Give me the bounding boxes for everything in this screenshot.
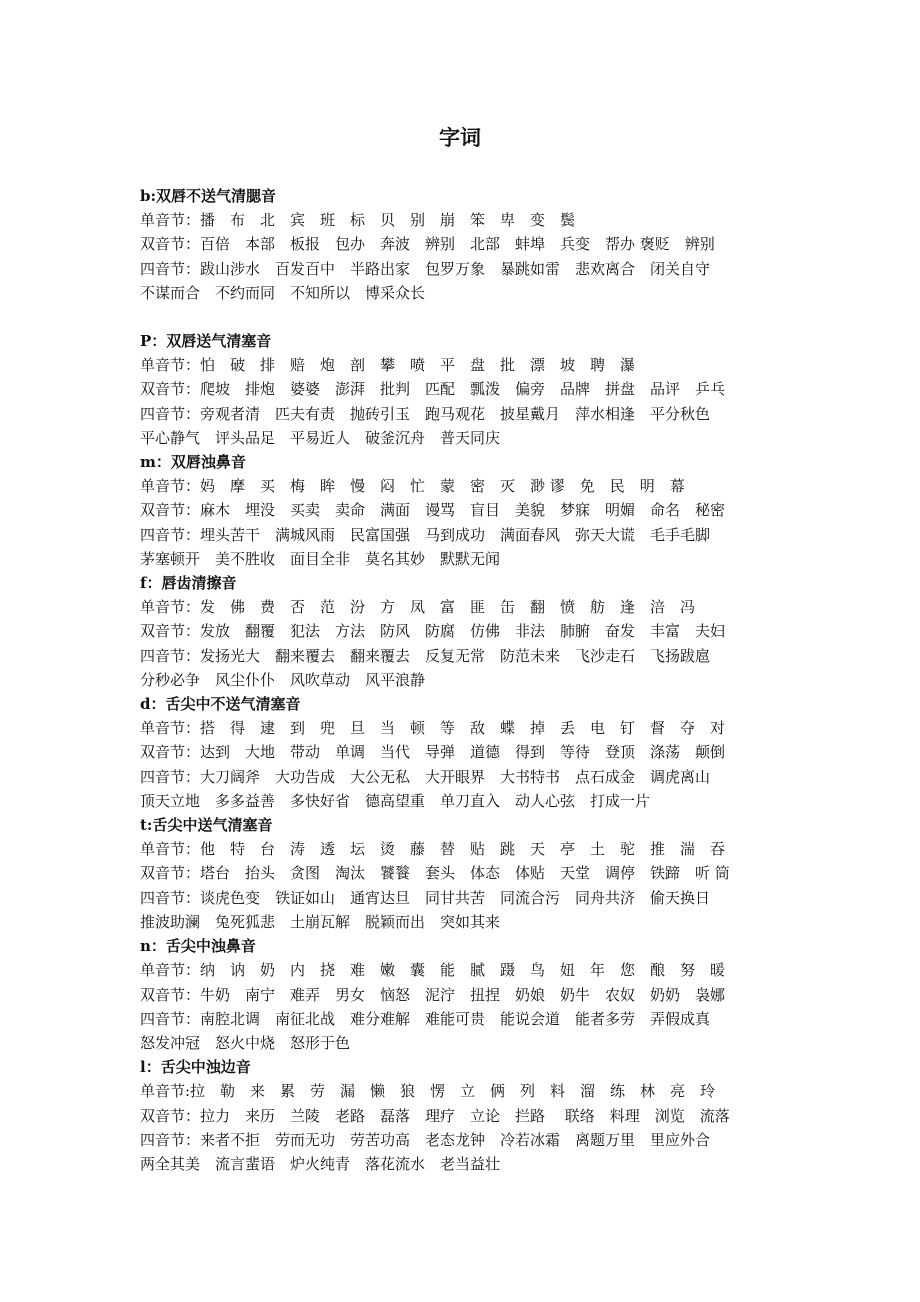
- text-line: 茅塞顿开 美不胜收 面目全非 莫名其妙 默默无闻: [140, 549, 501, 568]
- text-line: 单音节：纳 讷 奶 内 挠 难 嫩 囊 能 腻 蹑 鸟 妞 年 您 酿 努 暖: [140, 961, 726, 980]
- text-line: 单音节：发 佛 费 否 范 汾 方 凤 富 匪 缶 翻 愤 舫 逢 涪 冯: [140, 598, 696, 617]
- text-line: 四音节：大刀阔斧 大功告成 大公无私 大开眼界 大书特书 点石成金 调虎离山: [140, 767, 711, 786]
- section-heading: t:舌尖中送气清塞音: [140, 816, 273, 835]
- section-m: [140, 450, 790, 571]
- text-line: 双音节：拉力 来历 兰陵 老路 磊落 理疗 立论 拦路 联络 料理 浏览 流落: [140, 1106, 730, 1125]
- text-line: 单音节：搭 得 逮 到 兜 旦 当 顿 等 敌 蝶 掉 丢 电 钉 督 夺 对: [140, 719, 726, 738]
- text-line: 单音节：怕 破 排 赔 炮 剖 攀 喷 平 盘 批 漂 坡 聘 瀑: [140, 356, 636, 375]
- text-line: 四音节：旁观者清 匹夫有责 抛砖引玉 跑马观花 披星戴月 萍水相逢 平分秋色: [140, 404, 711, 423]
- text-line: 四音节：南腔北调 南征北战 难分难解 难能可贵 能说会道 能者多劳 弄假成真: [140, 1009, 711, 1028]
- text-line: 双音节：麻木 埋没 买卖 卖命 满面 谩骂 盲目 美貌 梦寐 明媚 命名 秘密: [140, 501, 726, 520]
- text-line: 顶天立地 多多益善 多快好省 德高望重 单刀直入 动人心弦 打成一片: [140, 791, 651, 810]
- page-title: 字词: [439, 125, 481, 150]
- text-line: 两全其美 流言蜚语 炉火纯青 落花流水 老当益壮: [140, 1154, 501, 1173]
- text-line: 平心静气 评头品足 平易近人 破釜沉舟 普天同庆: [140, 428, 501, 447]
- text-line: 推波助澜 兔死狐悲 土崩瓦解 脱颖而出 突如其来: [140, 912, 501, 931]
- text-line: 四音节：跋山涉水 百发百中 半路出家 包罗万象 暴跳如雷 悲欢离合 闭关自守: [140, 259, 711, 278]
- text-line: 四音节：埋头苦干 满城风雨 民富国强 马到成功 满面春风 弥天大谎 毛手毛脚: [140, 525, 711, 544]
- section-heading: d：舌尖中不送气清塞音: [140, 695, 301, 714]
- section-l: [140, 1055, 790, 1176]
- text-line: 分秒必争 风尘仆仆 风吹草动 风平浪静: [140, 670, 426, 689]
- text-line: 双音节：百倍 本部 板报 包办 奔波 辨别 北部 蚌埠 兵变 帮办 褒贬 辨别: [140, 235, 715, 254]
- section-heading: l：舌尖中浊边音: [140, 1058, 251, 1077]
- text-line: 单音节：妈 摩 买 梅 眸 慢 闷 忙 蒙 密 灭 渺 谬 免 民 明 幕: [140, 477, 685, 496]
- section-t: [140, 813, 790, 934]
- text-line: 双音节：塔台 抬头 贪图 淘汰 饕餮 套头 体态 体贴 天堂 调停 铁蹄 听 筒: [140, 864, 730, 883]
- section-heading: b:双唇不送气清腮音: [140, 187, 277, 205]
- section-b: [140, 184, 790, 305]
- text-line: 单音节：他 特 台 涛 透 坛 烫 藤 替 贴 跳 天 亭 土 驼 推 湍 吞: [140, 840, 726, 859]
- text-line: 单音节:拉 勒 来 累 劳 漏 懒 狼 愣 立 俩 列 料 溜 练 林 亮 玲: [140, 1082, 716, 1101]
- text-line: 四音节：谈虎色变 铁证如山 通宵达旦 同甘共苦 同流合污 同舟共济 偷天换日: [140, 888, 711, 907]
- text-line: 四音节：发扬光大 翻来覆去 翻来覆去 反复无常 防范未来 飞沙走石 飞扬跋扈: [140, 646, 711, 665]
- section-f: [140, 571, 790, 692]
- text-line: 双音节：牛奶 南宁 难弄 男女 恼怒 泥泞 扭捏 奶娘 奶牛 农奴 奶奶 袅娜: [140, 985, 726, 1004]
- text-line: 双音节：爬坡 排炮 婆婆 澎湃 批判 匹配 瓢泼 偏旁 品牌 拼盘 品评 乒乓: [140, 380, 726, 399]
- section-heading: f：唇齿清擦音: [140, 574, 237, 593]
- document-body: [140, 184, 790, 1176]
- text-line: 双音节：发放 翻覆 犯法 方法 防风 防腐 仿佛 非法 肺腑 奋发 丰富 夫妇: [140, 622, 726, 641]
- section-p: [140, 329, 790, 450]
- section-heading: m：双唇浊鼻音: [140, 453, 246, 472]
- section-heading: P：双唇送气清塞音: [140, 332, 272, 351]
- section-heading: n：舌尖中浊鼻音: [140, 937, 256, 956]
- text-line: 不谋而合 不约而同 不知所以 博采众长: [140, 283, 426, 302]
- text-line: 四音节：来者不拒 劳而无功 劳苦功高 老态龙钟 冷若冰霜 离题万里 里应外合: [140, 1130, 711, 1149]
- section-n: [140, 934, 790, 1055]
- blank-line: [140, 305, 790, 329]
- text-line: 怒发冲冠 怒火中烧 怒形于色: [140, 1033, 351, 1052]
- section-d: [140, 692, 790, 813]
- text-line: 单音节：播 布 北 宾 班 标 贝 别 崩 笨 卑 变 鬓: [140, 211, 576, 230]
- text-line: 双音节：达到 大地 带动 单调 当代 导弹 道德 得到 等待 登顶 涤荡 颠倒: [140, 743, 726, 762]
